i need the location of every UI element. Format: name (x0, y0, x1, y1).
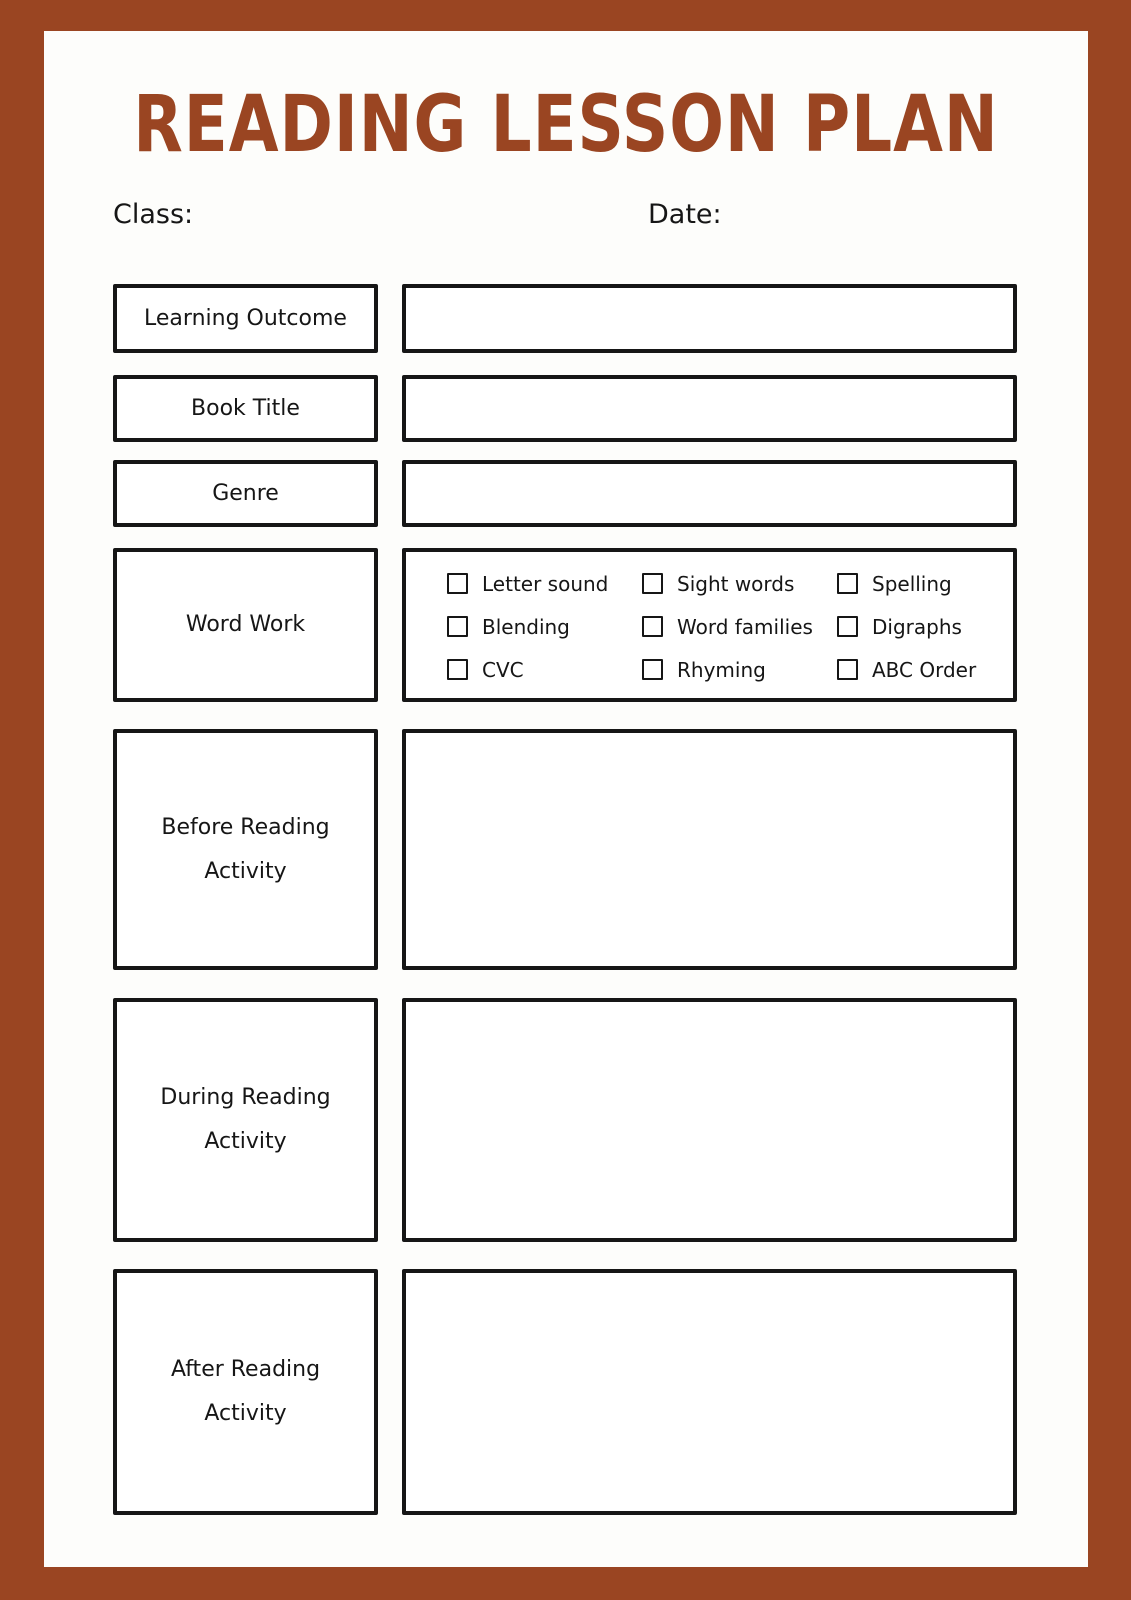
learning-outcome-label (113, 284, 378, 353)
row-during-reading (44, 998, 1088, 1242)
option-label: Rhyming (677, 657, 766, 682)
checkbox-icon[interactable] (642, 616, 663, 637)
option-abc-order[interactable] (837, 658, 1013, 682)
option-word-families[interactable] (642, 615, 837, 639)
option-sight-words[interactable] (642, 572, 837, 596)
option-label: Sight words (677, 571, 795, 596)
date-label: Date: (648, 199, 722, 230)
genre-label (113, 460, 378, 527)
option-letter-sound[interactable] (447, 572, 642, 596)
during-reading-label-line1: During Reading (160, 1085, 331, 1110)
option-blending[interactable] (447, 615, 642, 639)
row-before-reading (44, 729, 1088, 970)
option-label: Spelling (872, 571, 952, 596)
page-title: READING LESSON PLAN (133, 78, 999, 170)
row-book-title (44, 375, 1088, 442)
row-learning-outcome (44, 284, 1088, 353)
before-reading-label-line2: Activity (204, 858, 287, 884)
after-reading-label-line1: After Reading (170, 1357, 321, 1382)
genre-input[interactable] (402, 460, 1017, 527)
word-work-label (113, 548, 378, 702)
checkbox-icon[interactable] (447, 616, 468, 637)
word-work-options-grid (406, 552, 1013, 698)
learning-outcome-input[interactable] (402, 284, 1017, 353)
checkbox-icon[interactable] (642, 573, 663, 594)
checkbox-icon[interactable] (837, 616, 858, 637)
learning-outcome-label-text: Learning Outcome (144, 305, 347, 331)
during-reading-input[interactable] (402, 998, 1017, 1242)
book-title-input[interactable] (402, 375, 1017, 442)
option-rhyming[interactable] (642, 658, 837, 682)
class-label: Class: (113, 199, 194, 230)
option-label: Word families (677, 614, 813, 639)
date-row (648, 199, 850, 230)
row-word-work (44, 548, 1088, 702)
option-cvc[interactable] (447, 658, 642, 682)
option-label: Letter sound (482, 571, 609, 596)
during-reading-label (113, 998, 378, 1242)
word-work-label-text: Word Work (185, 612, 306, 637)
during-reading-label-line2: Activity (204, 1129, 287, 1154)
checkbox-icon[interactable] (837, 659, 858, 680)
checkbox-icon[interactable] (642, 659, 663, 680)
before-reading-input[interactable] (402, 729, 1017, 970)
word-work-options-box (402, 548, 1017, 702)
before-reading-label-line1: Before Reading (161, 814, 330, 840)
after-reading-label-line2: Activity (204, 1401, 287, 1426)
before-reading-label (113, 729, 378, 970)
checkbox-icon[interactable] (447, 659, 468, 680)
option-label: ABC Order (872, 657, 977, 682)
option-spelling[interactable] (837, 572, 1013, 596)
class-row (113, 199, 322, 230)
after-reading-label (113, 1269, 378, 1515)
checkbox-icon[interactable] (447, 573, 468, 594)
option-label: Blending (482, 614, 570, 639)
checkbox-icon[interactable] (837, 573, 858, 594)
book-title-label (113, 375, 378, 442)
lesson-plan-sheet (44, 31, 1088, 1567)
option-label: Digraphs (872, 614, 962, 639)
row-after-reading (44, 1269, 1088, 1515)
after-reading-input[interactable] (402, 1269, 1017, 1515)
book-title-label-text: Book Title (191, 395, 300, 421)
option-digraphs[interactable] (837, 615, 1013, 639)
genre-label-text: Genre (212, 480, 279, 506)
row-genre (44, 460, 1088, 527)
option-label: CVC (482, 657, 524, 682)
